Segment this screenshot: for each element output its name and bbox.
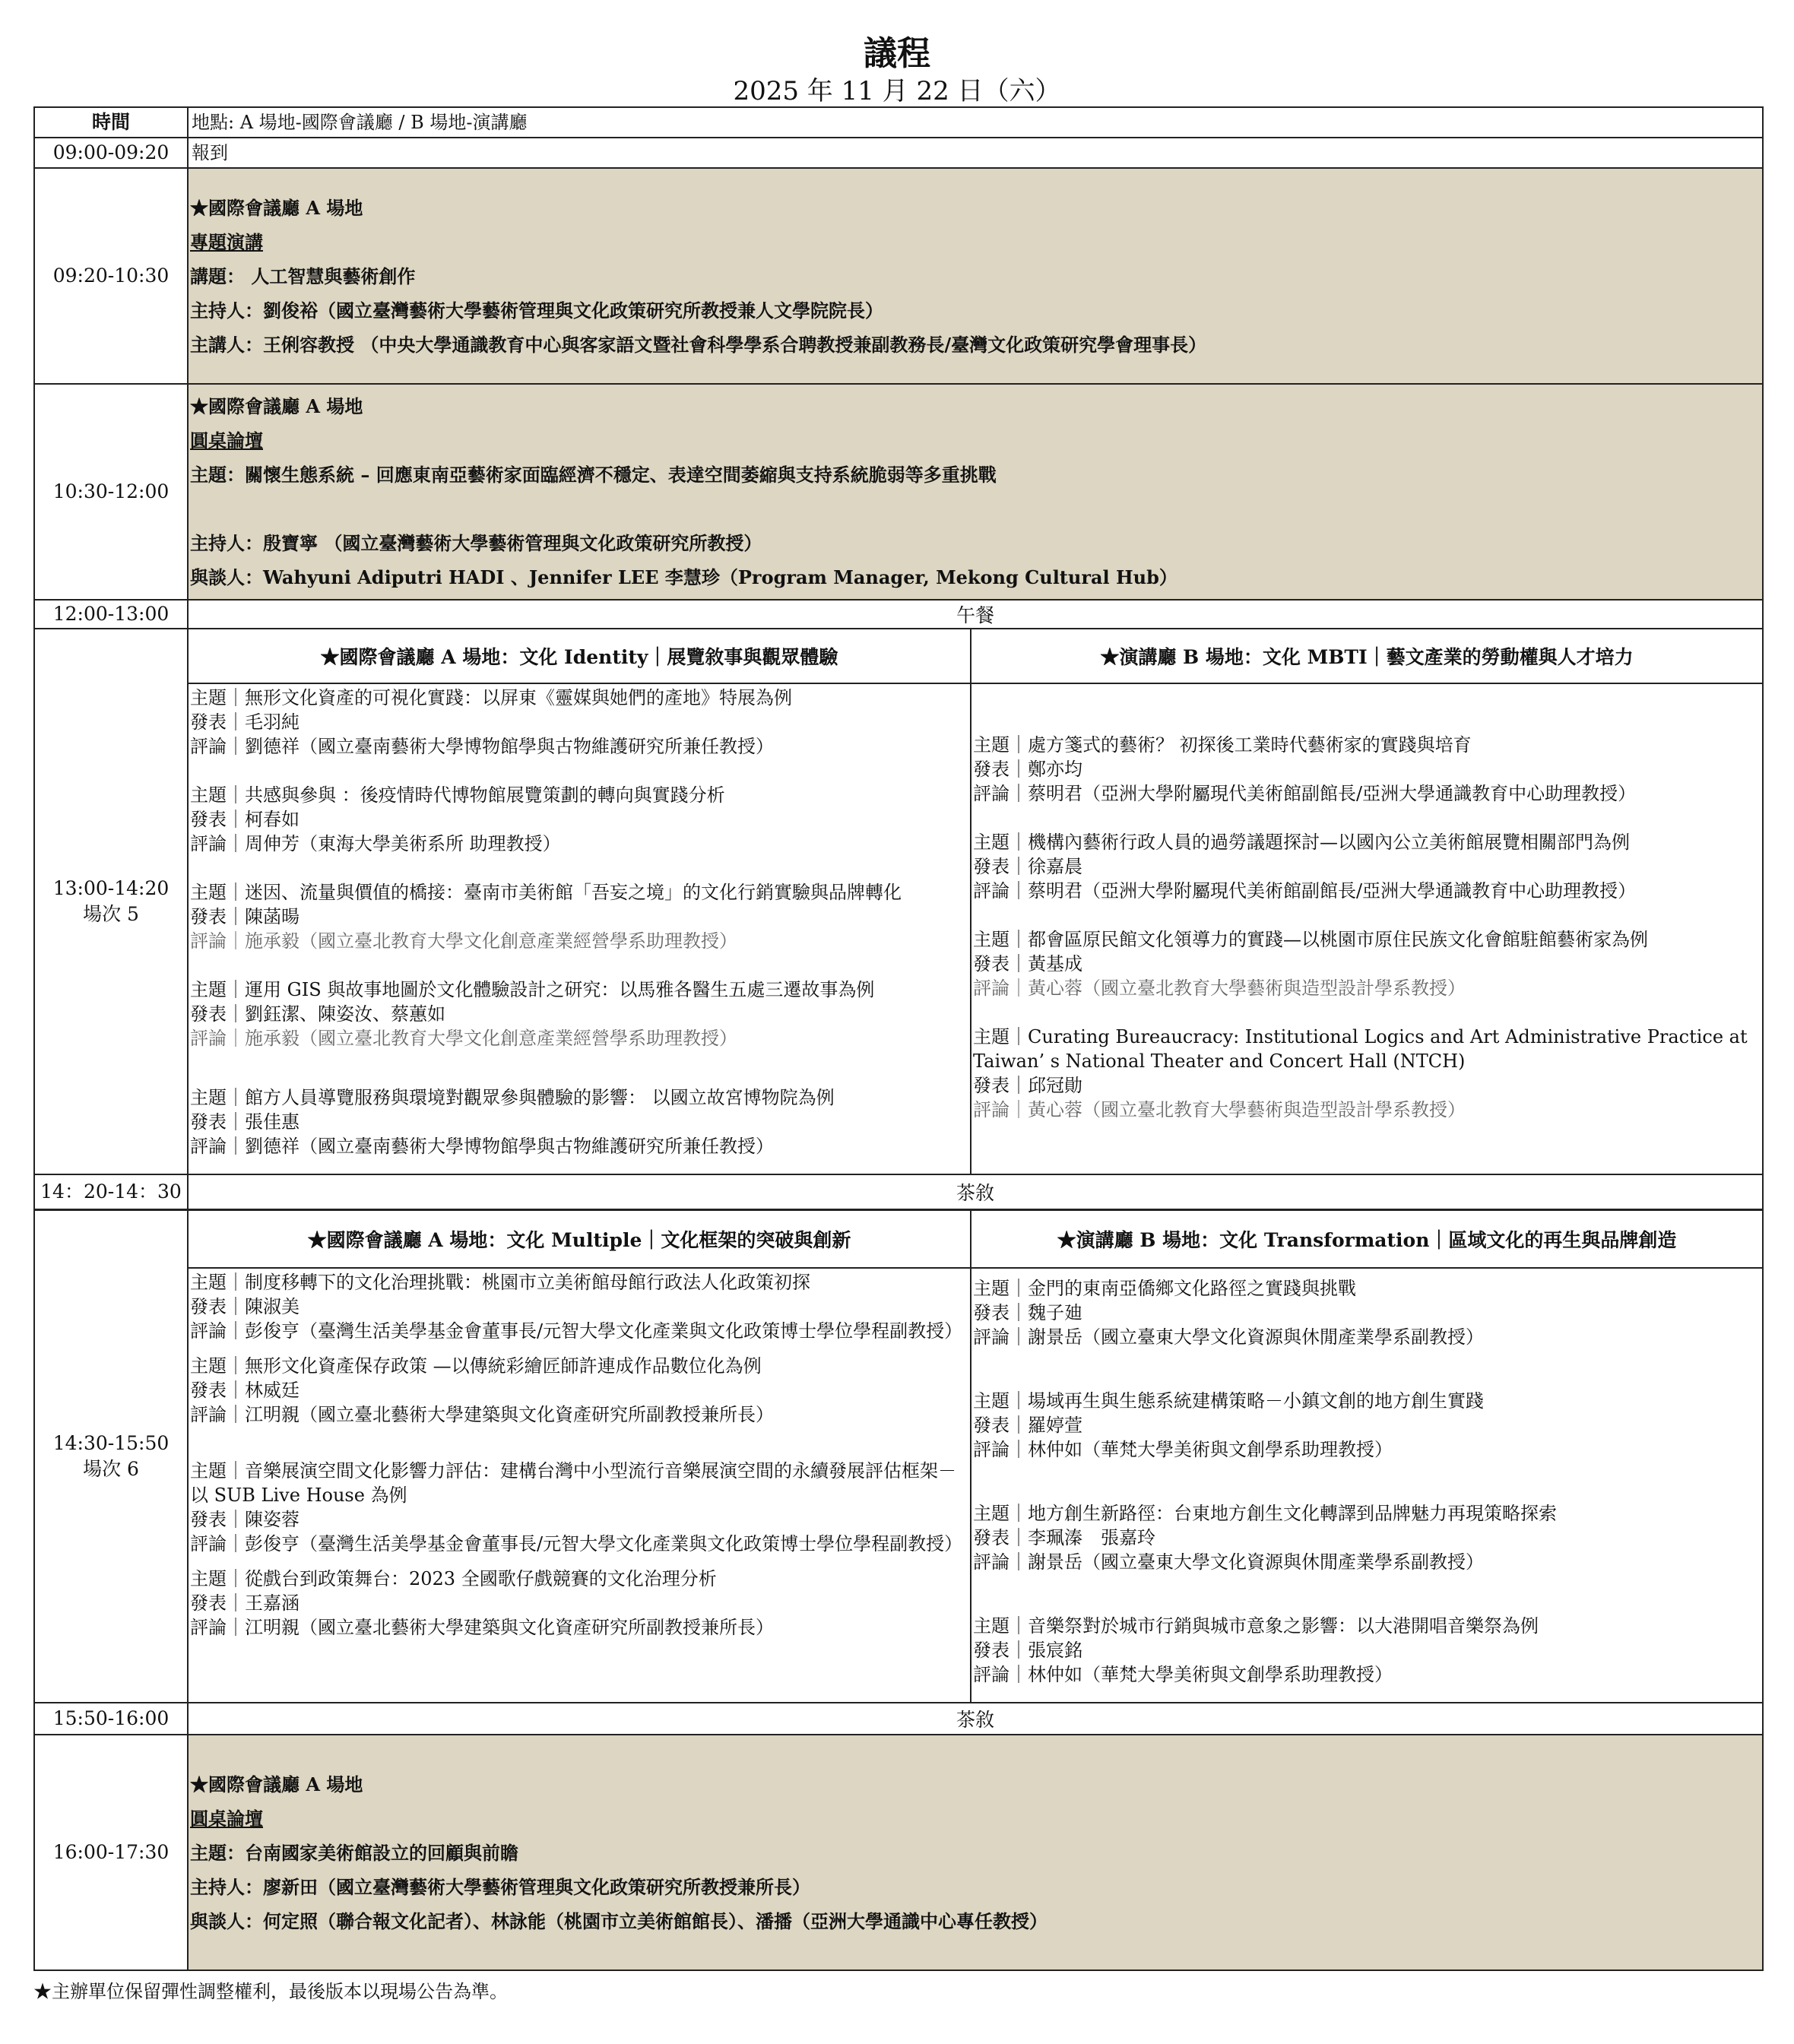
talk xyxy=(190,978,968,1051)
talk-presenter: 發表｜張佳惠 xyxy=(190,1111,300,1133)
talk-reviewer: 評論｜劉德祥（國立臺南藝術大學博物館學與古物維護研究所兼任教授） xyxy=(190,736,774,757)
keynote-row xyxy=(34,168,1763,384)
roundtable1-topic: 主題：關懷生態系統 – 回應東南亞藝術家面臨經濟不穩定、表達空間萎縮與支持系統脆弱等多重挑戰 xyxy=(190,464,997,486)
talk-topic: 主題｜Curating Bureaucracy: Institutional Logics and Art Administrative Practice at Taiwan’ s National Theater and Concert Hall (NTCH) xyxy=(973,1026,1748,1072)
page-date: 2025 年 11 月 22 日（六） xyxy=(733,76,1061,106)
talk-presenter: 發表｜鄭亦均 xyxy=(973,759,1082,780)
session5-a-title: ★國際會議廳 A 場地：文化 Identity｜展覽敘事與觀眾體驗 xyxy=(188,629,971,683)
roundtable1-panel: 與談人：Wahyuni Adiputri HADI 、Jennifer LEE 李慧珍（Program Manager, Mekong Cultural Hub） xyxy=(190,566,1178,588)
session5-a-talks xyxy=(188,683,971,1174)
talk-reviewer: 評論｜蔡明君（亞洲大學附屬現代美術館副館長/亞洲大學通識教育中心助理教授） xyxy=(973,783,1637,804)
roundtable2-block xyxy=(188,1735,1763,1970)
talk xyxy=(190,783,968,856)
talk-reviewer: 評論｜謝景岳（國立臺東大學文化資源與休閒產業學系副教授） xyxy=(973,1551,1484,1573)
footnote: ★主辦單位保留彈性調整權利，最後版本以現場公告為準。 xyxy=(33,1981,508,2002)
roundtable1-spacer xyxy=(190,492,1761,526)
talk-topic: 主題｜館方人員導覽服務與環境對觀眾參與體驗的影響： 以國立故宮博物院為例 xyxy=(190,1087,835,1108)
talk xyxy=(190,1270,968,1343)
talk-topic: 主題｜共感與參與 ：後疫情時代博物館展覽策劃的轉向與實踐分析 xyxy=(190,784,725,806)
talk xyxy=(973,1614,1761,1687)
session6-time: 14:30-15:50 xyxy=(52,1432,170,1454)
roundtable2-row xyxy=(34,1735,1763,1970)
talk-topic: 主題｜場域再生與生態系統建構策略－小鎮文創的地方創生實踐 xyxy=(973,1390,1484,1412)
talk-presenter: 發表｜王嘉涵 xyxy=(190,1592,300,1614)
talk-topic: 主題｜無形文化資產的可視化實踐：以屏東《靈媒與她們的產地》特展為例 xyxy=(190,687,792,708)
talk xyxy=(973,1501,1761,1574)
roundtable2-time: 16:00-17:30 xyxy=(34,1735,188,1970)
talk-topic: 主題｜都會區原民館文化領導力的實踐—以桃園市原住民族文化會館駐館藝術家為例 xyxy=(973,929,1648,950)
lunch-time: 12:00-13:00 xyxy=(34,600,188,629)
talk-topic: 主題｜從戲台到政策舞台：2023 全國歌仔戲競賽的文化治理分析 xyxy=(190,1568,717,1589)
talk-presenter: 發表｜林威廷 xyxy=(190,1380,300,1401)
talk-reviewer: 評論｜彭俊亨（臺灣生活美學基金會董事長/元智大學文化產業與文化政策博士學位學程副教授） xyxy=(190,1533,963,1554)
talk-presenter: 發表｜邱冠勛 xyxy=(973,1075,1082,1096)
keynote-speaker: 主講人：王俐容教授 （中央大學通識教育中心與客家語文暨社會科學學系合聘教授兼副教務長/臺灣文化政策研究學會理事長） xyxy=(190,333,1207,356)
talk-presenter: 發表｜陳姿蓉 xyxy=(190,1509,300,1530)
roundtable1-row xyxy=(34,384,1763,600)
talk-presenter: 發表｜羅婷萱 xyxy=(973,1415,1082,1436)
session5-b-title: ★演講廳 B 場地：文化 MBTI｜藝文產業的勞動權與人才培力 xyxy=(971,629,1763,683)
talk-topic: 主題｜運用 GIS 與故事地圖於文化體驗設計之研究：以馬雅各醫生五處三遷故事為例 xyxy=(190,979,875,1000)
session5-time: 13:00-14:20 xyxy=(52,877,170,899)
header-row xyxy=(34,107,1763,138)
registration-text: 報到 xyxy=(188,138,1763,168)
talk-topic: 主題｜無形文化資產保存政策 —以傳統彩繪匠師許連成作品數位化為例 xyxy=(190,1355,762,1377)
talk xyxy=(973,733,1761,806)
talk-topic: 主題｜制度移轉下的文化治理挑戰：桃園市立美術館母館行政法人化政策初探 xyxy=(190,1272,810,1293)
session6-label: 場次 6 xyxy=(83,1458,139,1480)
session5-talks-row xyxy=(34,683,1763,1174)
page-title: 議程 xyxy=(864,34,930,73)
talk-presenter: 發表｜張宸銘 xyxy=(973,1640,1082,1661)
talk xyxy=(973,1276,1761,1349)
talk-presenter: 發表｜毛羽純 xyxy=(190,711,300,733)
session5-b-talks xyxy=(971,683,1763,1174)
venue-header: 地點: A 場地-國際會議廳 / B 場地-演講廳 xyxy=(188,107,1763,138)
talk xyxy=(973,1025,1761,1122)
roundtable2-type: 圓桌論壇 xyxy=(190,1807,263,1830)
registration-time: 09:00-09:20 xyxy=(34,138,188,168)
roundtable1-block xyxy=(188,384,1763,600)
keynote-block xyxy=(188,168,1763,384)
talk xyxy=(190,686,968,759)
tea1-text: 茶敘 xyxy=(188,1174,1763,1209)
talk xyxy=(973,927,1761,1000)
lunch-text: 午餐 xyxy=(188,600,1763,629)
talk-presenter: 發表｜徐嘉晨 xyxy=(973,856,1082,877)
tea1-time: 14：20-14：30 xyxy=(34,1174,188,1209)
talk-topic: 主題｜地方創生新路徑：台東地方創生文化轉譯到品牌魅力再現策略探索 xyxy=(973,1503,1557,1524)
registration-row xyxy=(34,138,1763,168)
talk-presenter: 發表｜柯春如 xyxy=(190,809,300,830)
session5-label: 場次 5 xyxy=(83,903,139,925)
talk-topic: 主題｜金門的東南亞僑鄉文化路徑之實踐與挑戰 xyxy=(973,1278,1356,1299)
talk-presenter: 發表｜陳菡暘 xyxy=(190,906,300,927)
roundtable1-time: 10:30-12:00 xyxy=(34,384,188,600)
talk-reviewer: 評論｜謝景岳（國立臺東大學文化資源與休閒產業學系副教授） xyxy=(973,1326,1484,1348)
talk-topic: 主題｜機構內藝術行政人員的過勞議題探討—以國內公立美術館展覽相關部門為例 xyxy=(973,832,1630,853)
roundtable2-venue: ★國際會議廳 A 場地 xyxy=(190,1773,363,1795)
talk-presenter: 發表｜陳淑美 xyxy=(190,1296,300,1317)
keynote-host: 主持人：劉俊裕（國立臺灣藝術大學藝術管理與文化政策研究所教授兼人文學院院長） xyxy=(190,299,883,322)
talk-presenter: 發表｜劉鈺潔、陳姿汝、蔡蕙如 xyxy=(190,1003,445,1025)
agenda-table-2 xyxy=(33,1209,1764,1971)
roundtable1-venue: ★國際會議廳 A 場地 xyxy=(190,395,363,417)
tea2-row xyxy=(34,1703,1763,1735)
session5-header-row xyxy=(34,629,1763,683)
talk-reviewer: 評論｜彭俊亨（臺灣生活美學基金會董事長/元智大學文化產業與文化政策博士學位學程副教授） xyxy=(190,1320,963,1342)
roundtable2-host: 主持人：廖新田（國立臺灣藝術大學藝術管理與文化政策研究所教授兼所長） xyxy=(190,1875,810,1898)
talk xyxy=(190,1567,968,1640)
talk-reviewer: 評論｜蔡明君（亞洲大學附屬現代美術館副館長/亞洲大學通識教育中心助理教授） xyxy=(973,880,1637,902)
keynote-topic: 講題： 人工智慧與藝術創作 xyxy=(190,265,416,287)
talk-topic: 主題｜處方箋式的藝術？ 初探後工業時代藝術家的實踐與培育 xyxy=(973,734,1472,756)
roundtable1-type: 圓桌論壇 xyxy=(190,429,263,452)
tea1-row xyxy=(34,1174,1763,1209)
talk xyxy=(190,1085,968,1158)
session6-b-title: ★演講廳 B 場地：文化 Transformation｜區域文化的再生與品牌創造 xyxy=(971,1210,1763,1268)
talk-topic: 主題｜音樂展演空間文化影響力評估：建構台灣中小型流行音樂展演空間的永續發展評估框架－以 SUB Live House 為例 xyxy=(190,1460,956,1506)
agenda-table-1 xyxy=(33,106,1764,1210)
talk-reviewer: 評論｜施承毅（國立臺北教育大學文化創意產業經營學系助理教授） xyxy=(190,1028,737,1049)
talk xyxy=(973,1389,1761,1462)
talk xyxy=(973,830,1761,903)
keynote-type: 專題演講 xyxy=(190,230,263,253)
session6-a-title: ★國際會議廳 A 場地：文化 Multiple｜文化框架的突破與創新 xyxy=(188,1210,971,1268)
talk-presenter: 發表｜魏子廸 xyxy=(973,1302,1082,1323)
keynote-venue: ★國際會議廳 A 場地 xyxy=(190,196,363,219)
talk-presenter: 發表｜李珮溱 張嘉玲 xyxy=(973,1527,1155,1548)
talk-topic: 主題｜迷因、流量與價值的橋接：臺南市美術館「吾妄之境」的文化行銷實驗與品牌轉化 xyxy=(190,882,902,903)
talk-presenter: 發表｜黃基成 xyxy=(973,953,1082,974)
session5-time-cell xyxy=(34,629,188,1174)
session6-b-talks xyxy=(971,1268,1763,1703)
session6-time-cell xyxy=(34,1210,188,1703)
session6-a-talks xyxy=(188,1268,971,1703)
tea2-text: 茶敘 xyxy=(188,1703,1763,1735)
roundtable1-host: 主持人：殷寶寧 （國立臺灣藝術大學藝術管理與文化政策研究所教授） xyxy=(190,532,762,554)
talk xyxy=(190,1354,968,1427)
talk-reviewer: 評論｜周伸芳（東海大學美術系所 助理教授） xyxy=(190,833,561,854)
roundtable2-topic: 主題：台南國家美術館設立的回顧與前瞻 xyxy=(190,1841,518,1864)
session6-talks-row xyxy=(34,1268,1763,1703)
lunch-row xyxy=(34,600,1763,629)
talk-reviewer: 評論｜黃心蓉（國立臺北教育大學藝術與造型設計學系教授） xyxy=(973,1099,1466,1120)
talk-reviewer: 評論｜黃心蓉（國立臺北教育大學藝術與造型設計學系教授） xyxy=(973,978,1466,999)
talk-reviewer: 評論｜江明親（國立臺北藝術大學建築與文化資產研究所副教授兼所長） xyxy=(190,1617,774,1638)
talk-reviewer: 評論｜江明親（國立臺北藝術大學建築與文化資產研究所副教授兼所長） xyxy=(190,1404,774,1425)
talk-reviewer: 評論｜林仲如（華梵大學美術與文創學系助理教授） xyxy=(973,1439,1393,1460)
talk xyxy=(190,1459,968,1556)
talk-reviewer: 評論｜施承毅（國立臺北教育大學文化創意產業經營學系助理教授） xyxy=(190,930,737,952)
talk xyxy=(190,880,968,953)
keynote-time: 09:20-10:30 xyxy=(34,168,188,384)
session6-header-row xyxy=(34,1210,1763,1268)
tea2-time: 15:50-16:00 xyxy=(34,1703,188,1735)
talk-topic: 主題｜音樂祭對於城市行銷與城市意象之影響：以大港開唱音樂祭為例 xyxy=(973,1615,1539,1637)
roundtable2-panel: 與談人：何定照（聯合報文化記者）、林詠能（桃園市立美術館館長）、潘播（亞洲大學通識中心專任教授） xyxy=(190,1909,1048,1932)
talk-reviewer: 評論｜林仲如（華梵大學美術與文創學系助理教授） xyxy=(973,1664,1393,1685)
talk-reviewer: 評論｜劉德祥（國立臺南藝術大學博物館學與古物維護研究所兼任教授） xyxy=(190,1136,774,1157)
time-header: 時間 xyxy=(34,107,188,138)
